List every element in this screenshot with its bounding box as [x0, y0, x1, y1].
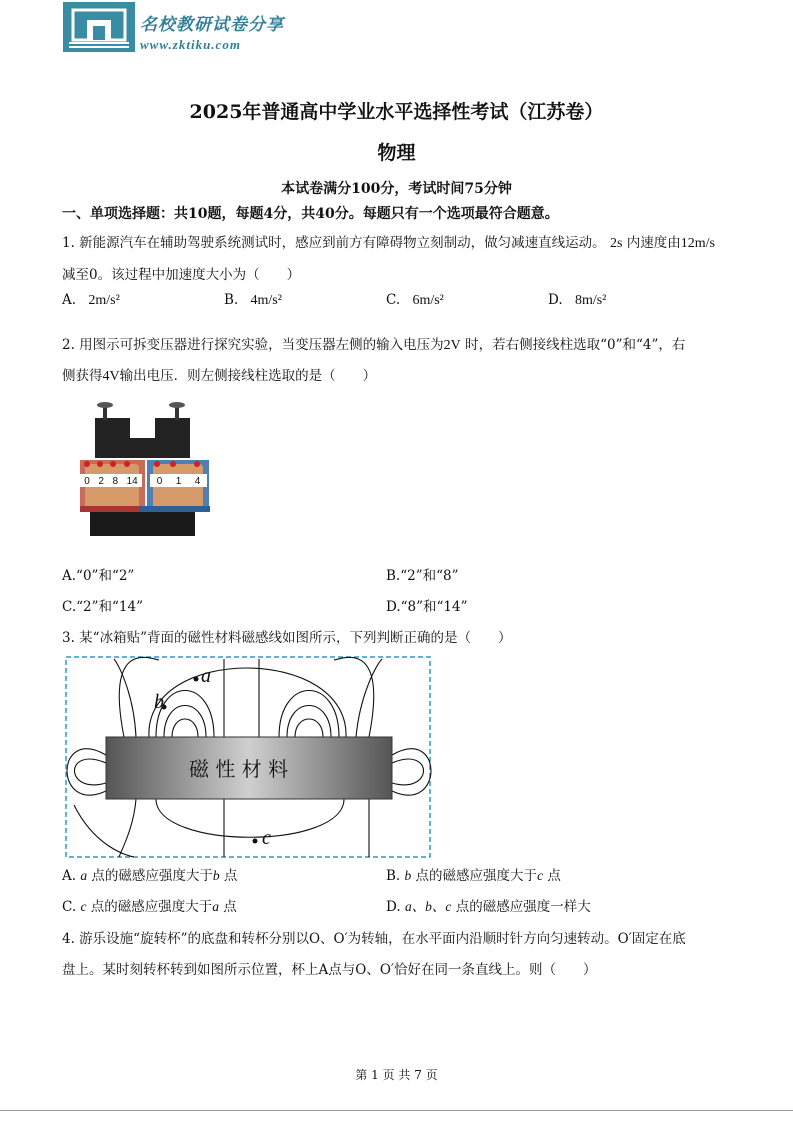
exam-title: 2025年普通高中学业水平选择性考试（江苏卷） — [189, 101, 604, 123]
option-text: 点的磁感应强度大于 — [86, 899, 213, 915]
right-terminal-labels — [150, 476, 207, 487]
q2-text-d: 输出电压．则左侧接线柱选取的是（ ） — [119, 368, 377, 384]
option-text: 点的磁感应强度大于 — [411, 868, 538, 884]
option-value: “2”和“14” — [76, 599, 144, 615]
q2-text-a: 2. 用图示可拆变压器进行探究实验，当变压器左侧的输入电压为 — [62, 337, 444, 353]
logo-name: 名校教研试卷分享 — [140, 15, 284, 35]
terminal-label: 1 — [175, 476, 182, 487]
option-var: a — [212, 899, 219, 914]
q4-line2: 盘上。某时刻转杯转到如图所示位置，杯上A点与O、O′恰好在同一条直线上。则（ ） — [62, 962, 597, 978]
option-text: 点的磁感应强度一样大 — [451, 899, 591, 915]
option-label: C. — [62, 899, 77, 915]
q2-option-a[interactable] — [62, 564, 134, 584]
terminal-label: 0 — [84, 476, 90, 487]
terminal-label: 4 — [194, 476, 201, 487]
q2-input-voltage: 2V — [443, 338, 461, 353]
q3-option-a[interactable] — [62, 864, 237, 884]
magnet-label: 磁 性 材 料 — [189, 757, 289, 781]
q2-option-d[interactable] — [386, 595, 468, 615]
q3-option-b[interactable] — [386, 864, 561, 884]
q1-option-c[interactable] — [386, 292, 444, 309]
option-value: 2m/s² — [88, 293, 120, 308]
q2-line2 — [62, 364, 376, 385]
bottom-divider — [0, 1110, 793, 1111]
terminal-label: 8 — [112, 476, 119, 487]
point-c-label: c — [262, 827, 271, 849]
q1-option-a[interactable] — [62, 292, 120, 309]
q1-time: 2s — [609, 236, 623, 251]
option-var: c — [537, 868, 544, 883]
terminal-label: 0 — [156, 476, 163, 487]
option-label: D. — [548, 292, 563, 308]
option-label: A. — [62, 292, 77, 308]
option-value: 6m/s² — [412, 293, 444, 308]
option-value: 8m/s² — [574, 293, 607, 308]
logo — [63, 2, 135, 52]
q1-option-b[interactable] — [224, 292, 282, 309]
q4-line1: 4. 游乐设施“旋转杯”的底盘和转杯分别以O、O′为转轴，在水平面内沿顺时针方向匀速转动。O′固定在底 — [62, 931, 686, 947]
terminal-label: 14 — [126, 476, 138, 487]
q1-text-b: 内速度由 — [626, 235, 681, 251]
option-value: 4m/s² — [250, 293, 282, 308]
q2-line1 — [62, 333, 685, 354]
option-label: B. — [386, 868, 401, 884]
option-value: “8”和“14” — [400, 599, 468, 615]
q1-text-a: 1. 新能源汽车在辅助驾驶系统测试时，感应到前方有障碍物立刻制动，做匀减速直线运动。 — [62, 235, 606, 251]
option-var: b — [404, 868, 412, 883]
option-end: 点 — [543, 868, 561, 884]
point-a-label: a — [201, 665, 211, 687]
q2-output-voltage: 4V — [102, 369, 120, 384]
point-b-label: b — [154, 691, 164, 713]
option-label: B. — [224, 292, 239, 308]
option-var: c — [80, 899, 87, 914]
logo-graphic-icon — [63, 2, 135, 52]
terminal-label: 2 — [98, 476, 104, 487]
option-label: A. — [62, 568, 77, 584]
option-var: a — [80, 868, 88, 883]
exam-subject: 物理 — [377, 142, 416, 164]
option-label: D. — [386, 599, 401, 615]
q2-option-c[interactable] — [62, 595, 143, 615]
q2-text-c: 侧获得 — [62, 368, 103, 384]
q3-stem: 3. 某“冰箱贴”背面的磁性材料磁感线如图所示，下列判断正确的是（ ） — [62, 630, 512, 646]
option-value: “0”和“2” — [76, 568, 135, 584]
q3-option-c[interactable] — [62, 895, 237, 915]
q2-option-b[interactable] — [386, 564, 459, 584]
q2-text-b: 时，若右侧接线柱选取“0”和“4”，右 — [465, 337, 686, 353]
left-terminal-labels — [80, 476, 142, 487]
q1-velocity: 12m/s — [680, 236, 715, 251]
section-heading: 一、单项选择题：共10题，每题4分，共40分。每题只有一个选项最符合题意。 — [62, 206, 559, 222]
q3-option-d[interactable] — [386, 895, 591, 915]
magnetic-field-figure — [64, 655, 432, 863]
q1-line2: 减至0。该过程中加速度大小为（ ） — [62, 267, 301, 283]
q1-option-d[interactable] — [548, 292, 606, 309]
page-number: 第 1 页 共 7 页 — [355, 1068, 438, 1082]
option-text: 点的磁感应强度大于 — [87, 868, 213, 884]
exam-info: 本试卷满分100分，考试时间75分钟 — [281, 181, 512, 197]
option-value: “2”和“8” — [400, 568, 459, 584]
option-label: B. — [386, 568, 401, 584]
option-label: C. — [386, 292, 401, 308]
option-label: D. — [386, 899, 401, 915]
option-var: a、b、c — [404, 899, 452, 914]
logo-url: www.zktiku.com — [140, 37, 241, 52]
option-var: b — [212, 868, 220, 883]
option-end: 点 — [219, 868, 238, 884]
option-label: A. — [62, 868, 77, 884]
q1-line1 — [62, 231, 715, 252]
option-end: 点 — [218, 899, 237, 915]
option-label: C. — [62, 599, 77, 615]
transformer-figure — [75, 398, 215, 547]
